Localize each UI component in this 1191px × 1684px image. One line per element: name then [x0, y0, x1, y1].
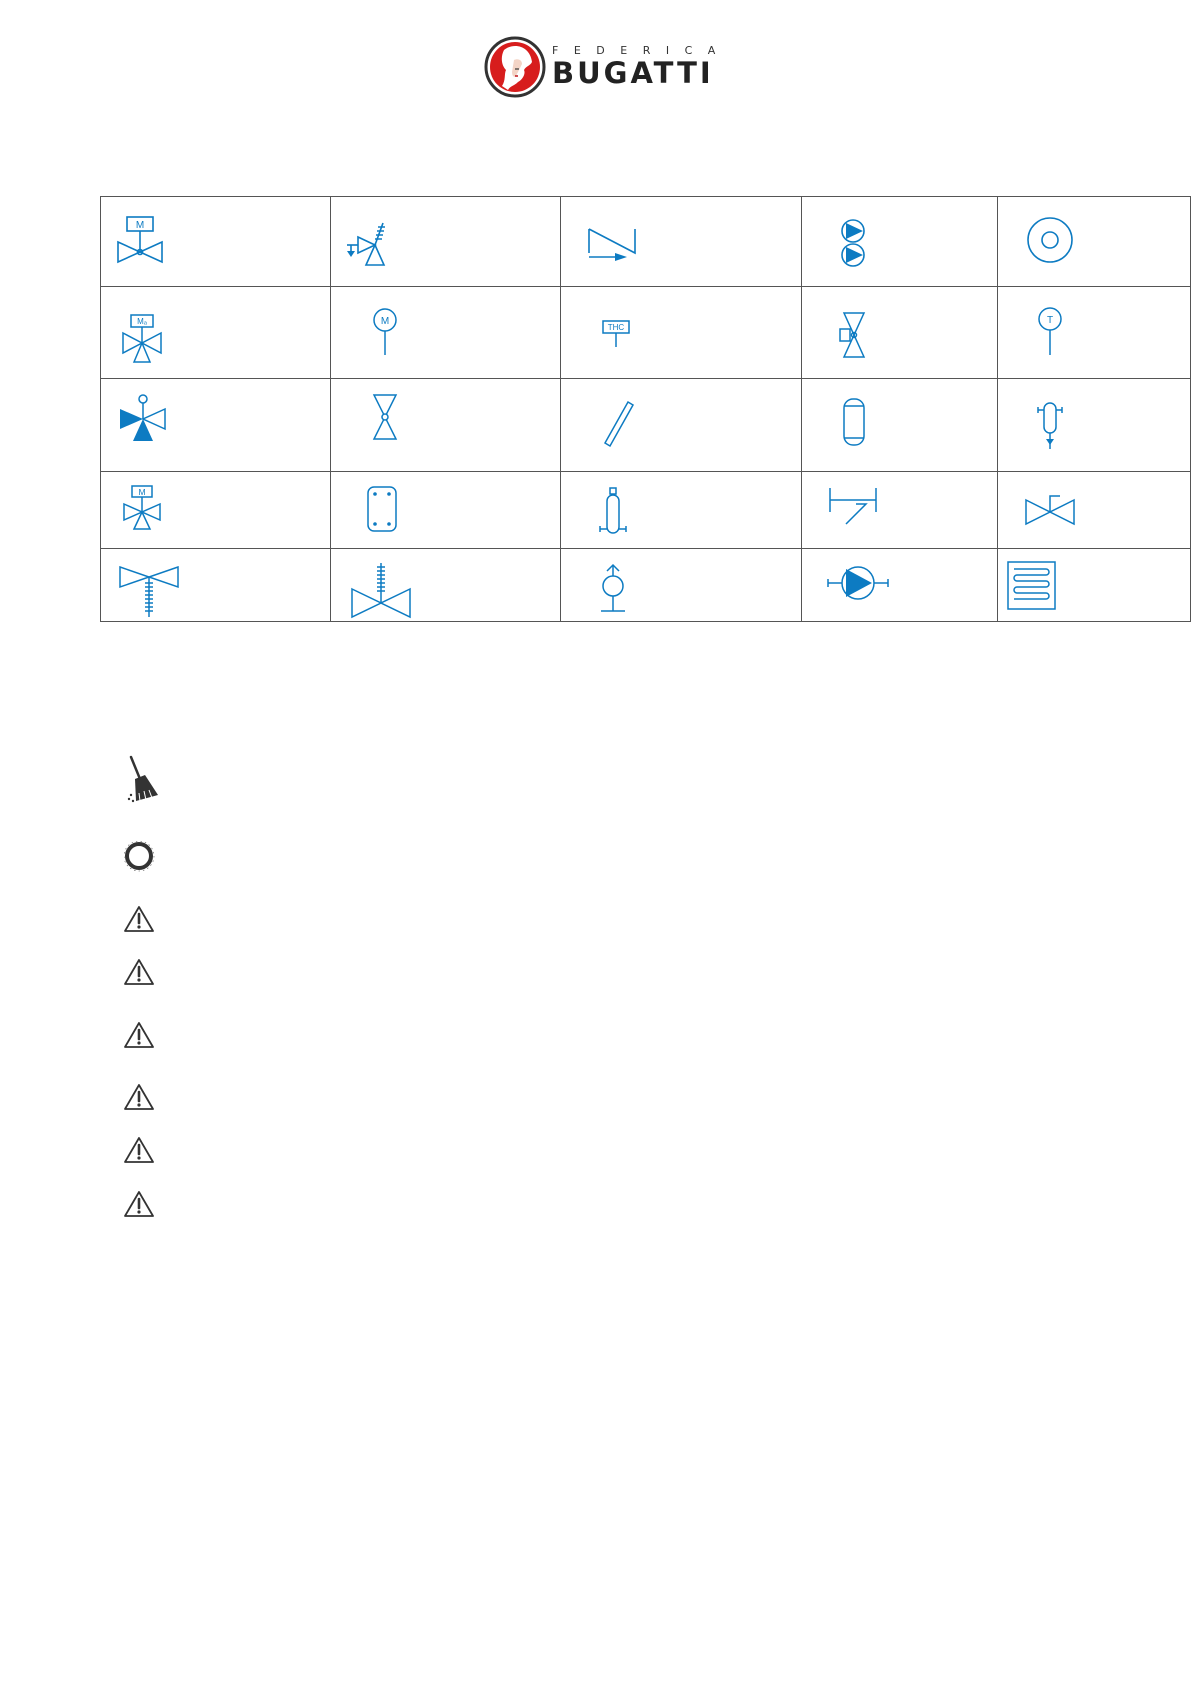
storage-cylinder-icon	[331, 472, 560, 549]
symbols-table	[100, 196, 1191, 622]
table-cell	[561, 379, 802, 472]
list-item	[124, 905, 164, 945]
table-cell	[998, 197, 1191, 287]
table-cell	[998, 287, 1191, 379]
table-cell	[998, 549, 1191, 622]
dirt-separator-icon	[561, 472, 801, 549]
table-cell	[998, 379, 1191, 472]
list-item	[124, 958, 164, 998]
ball-valve-icon	[998, 472, 1190, 549]
pipe-section-icon	[561, 379, 801, 472]
thermometer-icon	[998, 287, 1190, 379]
pressure-relief-valve-icon	[331, 197, 560, 287]
tank-icon	[802, 379, 997, 472]
table-row	[101, 287, 1191, 379]
table-cell	[802, 197, 998, 287]
warning-triangle-icon	[124, 958, 164, 998]
warning-triangle-icon	[124, 1021, 164, 1061]
warning-triangle-icon	[124, 1136, 164, 1176]
spring-loaded-valve-icon	[331, 549, 560, 622]
broom-cleaning-icon	[124, 755, 164, 805]
logo-face-icon	[484, 36, 546, 98]
table-cell	[802, 287, 998, 379]
gasket-ring-icon	[124, 841, 164, 881]
heat-exchanger-coil-icon	[998, 549, 1190, 622]
thermometer-label: T	[1046, 315, 1054, 326]
table-cell	[331, 379, 561, 472]
brand-logo	[484, 36, 731, 98]
table-cell	[561, 197, 802, 287]
table-cell	[331, 197, 561, 287]
safety-valve-icon	[561, 549, 801, 622]
thermostat-icon	[561, 287, 801, 379]
gate-valve-icon	[331, 379, 560, 472]
manometer-icon	[331, 287, 560, 379]
check-valve-icon	[802, 472, 997, 549]
valve-label: M	[138, 487, 146, 497]
table-cell	[561, 549, 802, 622]
air-separator-icon	[998, 379, 1190, 472]
table-cell	[561, 472, 802, 549]
logo-top-text: FEDERICA	[552, 44, 731, 57]
table-cell	[802, 549, 998, 622]
logo-bottom-text: BUGATTI	[552, 56, 714, 90]
thermostat-label: THC	[607, 323, 625, 332]
list-item	[124, 1136, 164, 1176]
table-cell	[802, 379, 998, 472]
table-row	[101, 472, 1191, 549]
table-row	[101, 379, 1191, 472]
list-item	[124, 755, 164, 795]
table-cell	[998, 472, 1191, 549]
warning-triangle-icon	[124, 905, 164, 945]
expansion-vessel-icon	[998, 197, 1190, 287]
valve-label: Mₐ	[137, 317, 147, 326]
thermostatic-valve-icon	[802, 287, 997, 379]
warning-triangle-icon	[124, 1083, 164, 1123]
table-row	[101, 549, 1191, 622]
manometer-label: M	[380, 316, 390, 327]
twin-pump-icon	[802, 197, 997, 287]
circulation-pump-icon	[802, 549, 997, 622]
warning-triangle-icon	[124, 1190, 164, 1230]
list-item	[124, 1021, 164, 1061]
table-cell	[331, 549, 561, 622]
table-cell	[331, 472, 561, 549]
list-item	[124, 1190, 164, 1230]
list-item	[124, 841, 164, 881]
list-item	[124, 1083, 164, 1123]
table-cell	[802, 472, 998, 549]
non-return-flow-icon	[561, 197, 801, 287]
table-cell	[561, 287, 802, 379]
legend-list	[124, 0, 184, 1300]
table-cell	[331, 287, 561, 379]
valve-label: M	[135, 220, 145, 231]
table-row	[101, 197, 1191, 287]
